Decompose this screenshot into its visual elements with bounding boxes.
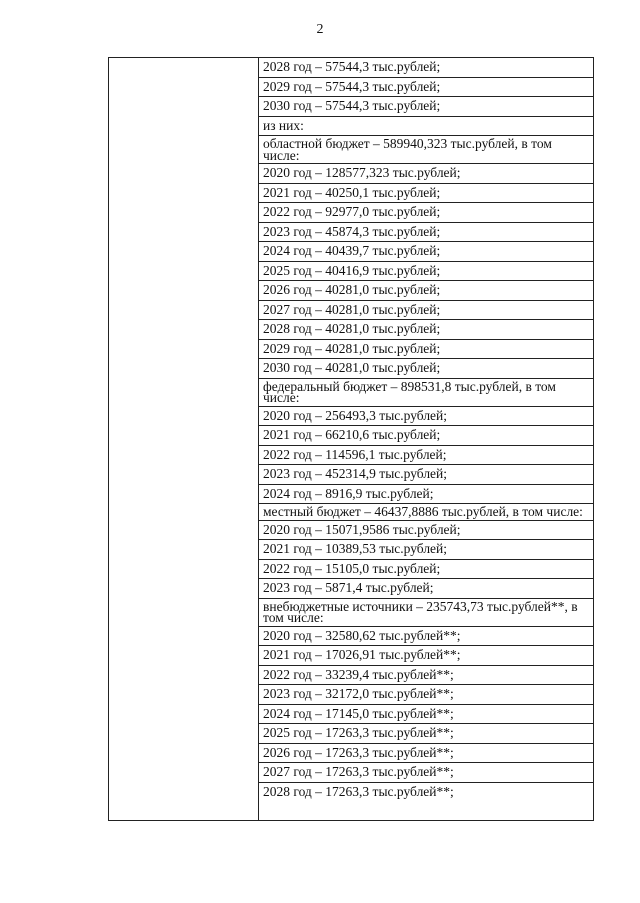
table-row: 2024 год – 17145,0 тыс.рублей**; (259, 705, 593, 725)
table-row: 2030 год – 57544,3 тыс.рублей; (259, 97, 593, 117)
funding-cells (259, 58, 593, 801)
table-row: местный бюджет – 46437,8886 тыс.рублей, в том числе: (259, 504, 593, 521)
table-row: 2021 год – 10389,53 тыс.рублей; (259, 540, 593, 560)
table-row: из них: (259, 117, 593, 137)
table-row: 2027 год – 40281,0 тыс.рублей; (259, 301, 593, 321)
table-row: 2025 год – 40416,9 тыс.рублей; (259, 262, 593, 282)
table-row: 2028 год – 40281,0 тыс.рублей; (259, 320, 593, 340)
page-number: 2 (316, 22, 324, 37)
table-row: 2020 год – 128577,323 тыс.рублей; (259, 164, 593, 184)
table-row: 2021 год – 66210,6 тыс.рублей; (259, 426, 593, 446)
table-row: областной бюджет – 589940,323 тыс.рублей, в том числе: (259, 136, 593, 164)
table-row: 2026 год – 17263,3 тыс.рублей**; (259, 744, 593, 764)
table-row: 2025 год – 17263,3 тыс.рублей**; (259, 724, 593, 744)
table-row: 2021 год – 40250,1 тыс.рублей; (259, 184, 593, 204)
table-row: 2024 год – 8916,9 тыс.рублей; (259, 485, 593, 505)
table-row: 2022 год – 33239,4 тыс.рублей**; (259, 666, 593, 686)
table-row: 2026 год – 40281,0 тыс.рублей; (259, 281, 593, 301)
table-row: 2029 год – 57544,3 тыс.рублей; (259, 78, 593, 98)
table-row: 2028 год – 57544,3 тыс.рублей; (259, 58, 593, 78)
table-row: 2021 год – 17026,91 тыс.рублей**; (259, 646, 593, 666)
table-row: 2022 год – 92977,0 тыс.рублей; (259, 203, 593, 223)
table-row: 2022 год – 15105,0 тыс.рублей; (259, 560, 593, 580)
table-row: 2022 год – 114596,1 тыс.рублей; (259, 446, 593, 466)
table-row: федеральный бюджет – 898531,8 тыс.рублей, в том числе: (259, 379, 593, 407)
table-row: 2020 год – 15071,9586 тыс.рублей; (259, 521, 593, 541)
table-row: 2028 год – 17263,3 тыс.рублей**; (263, 783, 454, 799)
table-row: 2027 год – 17263,3 тыс.рублей**; (259, 763, 593, 783)
table-row: 2023 год – 5871,4 тыс.рублей; (259, 579, 593, 599)
table-row: 2023 год – 45874,3 тыс.рублей; (259, 223, 593, 243)
table-row: 2023 год – 32172,0 тыс.рублей**; (259, 685, 593, 705)
funding-table (108, 57, 594, 821)
table-row: 2023 год – 452314,9 тыс.рублей; (259, 465, 593, 485)
table-row: 2020 год – 32580,62 тыс.рублей**; (259, 627, 593, 647)
table-row: 2024 год – 40439,7 тыс.рублей; (259, 242, 593, 262)
table-row: 2030 год – 40281,0 тыс.рублей; (259, 359, 593, 379)
table-row: 2020 год – 256493,3 тыс.рублей; (259, 407, 593, 427)
table-row: 2029 год – 40281,0 тыс.рублей; (259, 340, 593, 360)
table-row: внебюджетные источники – 235743,73 тыс.рублей**, в том числе: (259, 599, 593, 627)
